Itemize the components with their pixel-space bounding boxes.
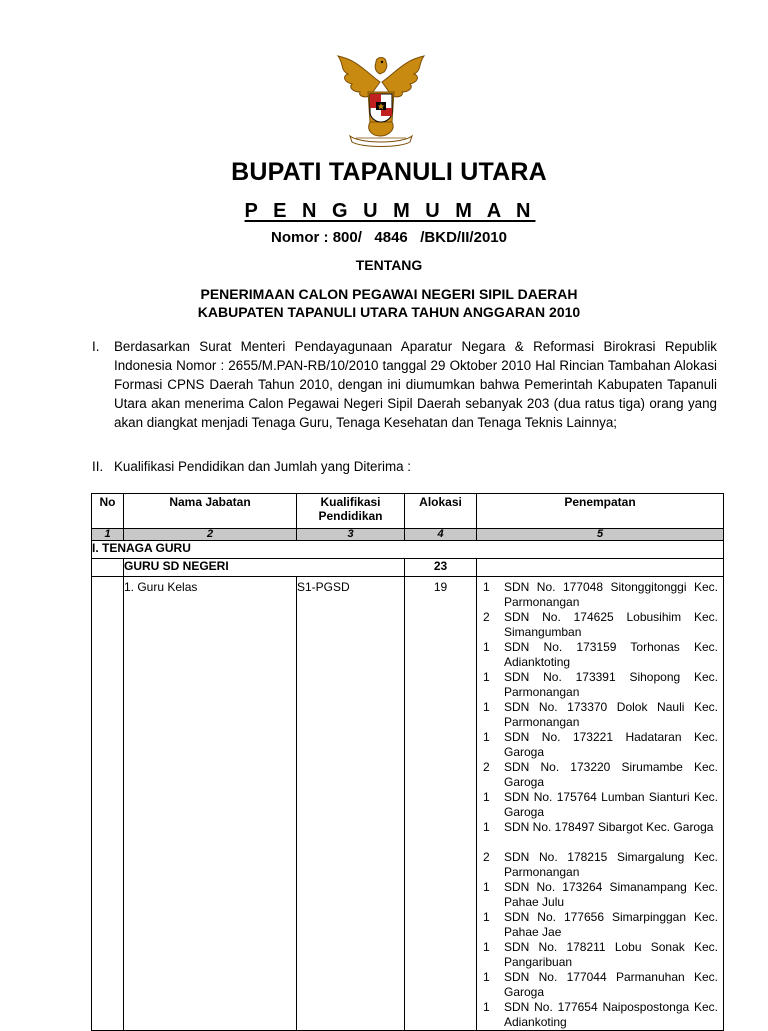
document-subject [0,285,768,321]
col-number: 2 [124,529,297,541]
placement-school: SDN No. 173220 Sirumambe Kec. Garoga [504,760,718,789]
placement-count: 1 [483,970,490,984]
subject-line-1: PENERIMAAN CALON PEGAWAI NEGERI SIPIL DAERAH [200,286,578,302]
placement-list [477,580,723,1030]
row-alokasi: 19 [405,577,477,1031]
list-item [477,640,723,670]
paragraph-text: Berdasarkan Surat Menteri Pendayagunaan Aparatur Negara & Reformasi Birokrasi Republik Indonesia Nomor : 2655/M.PAN-RB/10/2010 tanggal 29 Oktober 2010 Hal Rincian Tambahan Alokasi Formasi CPNS Daerah Tahun 2010, dengan ini diumumkan bahwa Pemerintah Kabupaten Tapanuli Utara akan menerima Calon Pegawai Negeri Sipil Daerah sebanyak 203 (dua ratus tiga) orang yang akan diangkat menjadi Tenaga Guru, Tenaga Kesehatan dan Tenaga Teknis Lainnya; [114,339,717,430]
placement-school: SDN No. 173264 Simanampang Kec. Pahae Julu [504,880,718,909]
row-kualifikasi: S1-PGSD [297,577,405,1031]
page-title: BUPATI TAPANULI UTARA [231,158,547,186]
column-number-row [92,529,724,541]
list-item [477,850,723,880]
announcement-heading: P E N G U M U M A N [244,200,536,222]
col-header-alokasi: Alokasi [405,494,477,529]
placement-count: 1 [483,790,490,804]
placement-count: 2 [483,850,490,864]
document-number: Nomor : 800/ 4846 /BKD/II/2010 [271,229,507,246]
placement-school: SDN No. 173159 Torhonas Kec. Adianktoting [504,640,718,669]
col-header-nama: Nama Jabatan [124,494,297,529]
garuda-emblem-icon [330,52,432,148]
col-number: 5 [477,529,724,541]
placement-count: 1 [483,700,490,714]
list-item [477,940,723,970]
placement-count: 1 [483,670,490,684]
placement-count: 1 [483,820,490,834]
placement-school: SDN No. 178211 Lobu Sonak Kec. Pangaribuan [504,940,718,969]
list-item [477,760,723,790]
group-no [92,559,124,577]
placement-school: SDN No. 177656 Simarpinggan Kec. Pahae Jae [504,910,718,939]
placement-count: 1 [483,940,490,954]
paragraph-number: I. [92,339,100,354]
list-item [477,790,723,820]
placement-count: 1 [483,640,490,654]
col-header-kualifikasi: Kualifikasi Pendidikan [297,494,405,529]
group-alokasi: 23 [405,559,477,577]
paragraph-text: Kualifikasi Pendidikan dan Jumlah yang Diterima : [114,459,411,474]
placement-count: 2 [483,610,490,624]
placement-school: SDN No. 174625 Lobusihim Kec. Simangumban [504,610,718,639]
qualification-table [91,493,724,1031]
group-name: GURU SD NEGERI [124,559,405,577]
placement-count: 1 [483,730,490,744]
placement-school: SDN No. 177048 Sitonggitonggi Kec. Parmonangan [504,580,718,609]
placement-count: 2 [483,760,490,774]
list-item [477,670,723,700]
list-item [477,910,723,940]
section-label: I. TENAGA GURU [92,541,724,559]
list-item [477,580,723,610]
placement-count: 1 [483,580,490,594]
list-item [477,610,723,640]
section-row [92,541,724,559]
placement-count: 1 [483,1000,490,1014]
paragraph-number: II. [92,459,104,474]
row-nama: 1. Guru Kelas [124,577,297,1031]
list-item [477,970,723,1000]
table-row [92,577,724,1031]
col-number: 3 [297,529,405,541]
list-item [477,730,723,760]
placement-school: SDN No. 178215 Simargalung Kec. Parmonangan [504,850,718,879]
placement-count: 1 [483,880,490,894]
list-item [477,880,723,910]
list-item [477,1000,723,1030]
table-header-row [92,494,724,529]
placement-school: SDN No. 175764 Lumban Sianturi Kec. Garoga [504,790,718,819]
placement-school: SDN No. 173221 Hadataran Kec. Garoga [504,730,718,759]
placement-school: SDN No. 178497 Sibargot Kec. Garoga [504,820,714,834]
col-header-penempatan: Penempatan [477,494,724,529]
col-number: 1 [92,529,124,541]
col-header-no: No [92,494,124,529]
placement-school: SDN No. 173391 Sihopong Kec. Parmonangan [504,670,718,699]
list-item [477,820,723,850]
row-no [92,577,124,1031]
group-penempatan [477,559,724,577]
list-item [477,700,723,730]
placement-school: SDN No. 177654 Naipospostonga Kec. Adiankoting [504,1000,718,1029]
row-penempatan [477,577,724,1031]
placement-count: 1 [483,910,490,924]
group-row [92,559,724,577]
subject-line-2: KABUPATEN TAPANULI UTARA TAHUN ANGGARAN 2010 [197,304,581,320]
placement-school: SDN No. 177044 Parmanuhan Kec. Garoga [504,970,718,999]
about-label: TENTANG [355,257,423,273]
placement-school: SDN No. 173370 Dolok Nauli Kec. Parmonangan [504,700,718,729]
col-number: 4 [405,529,477,541]
